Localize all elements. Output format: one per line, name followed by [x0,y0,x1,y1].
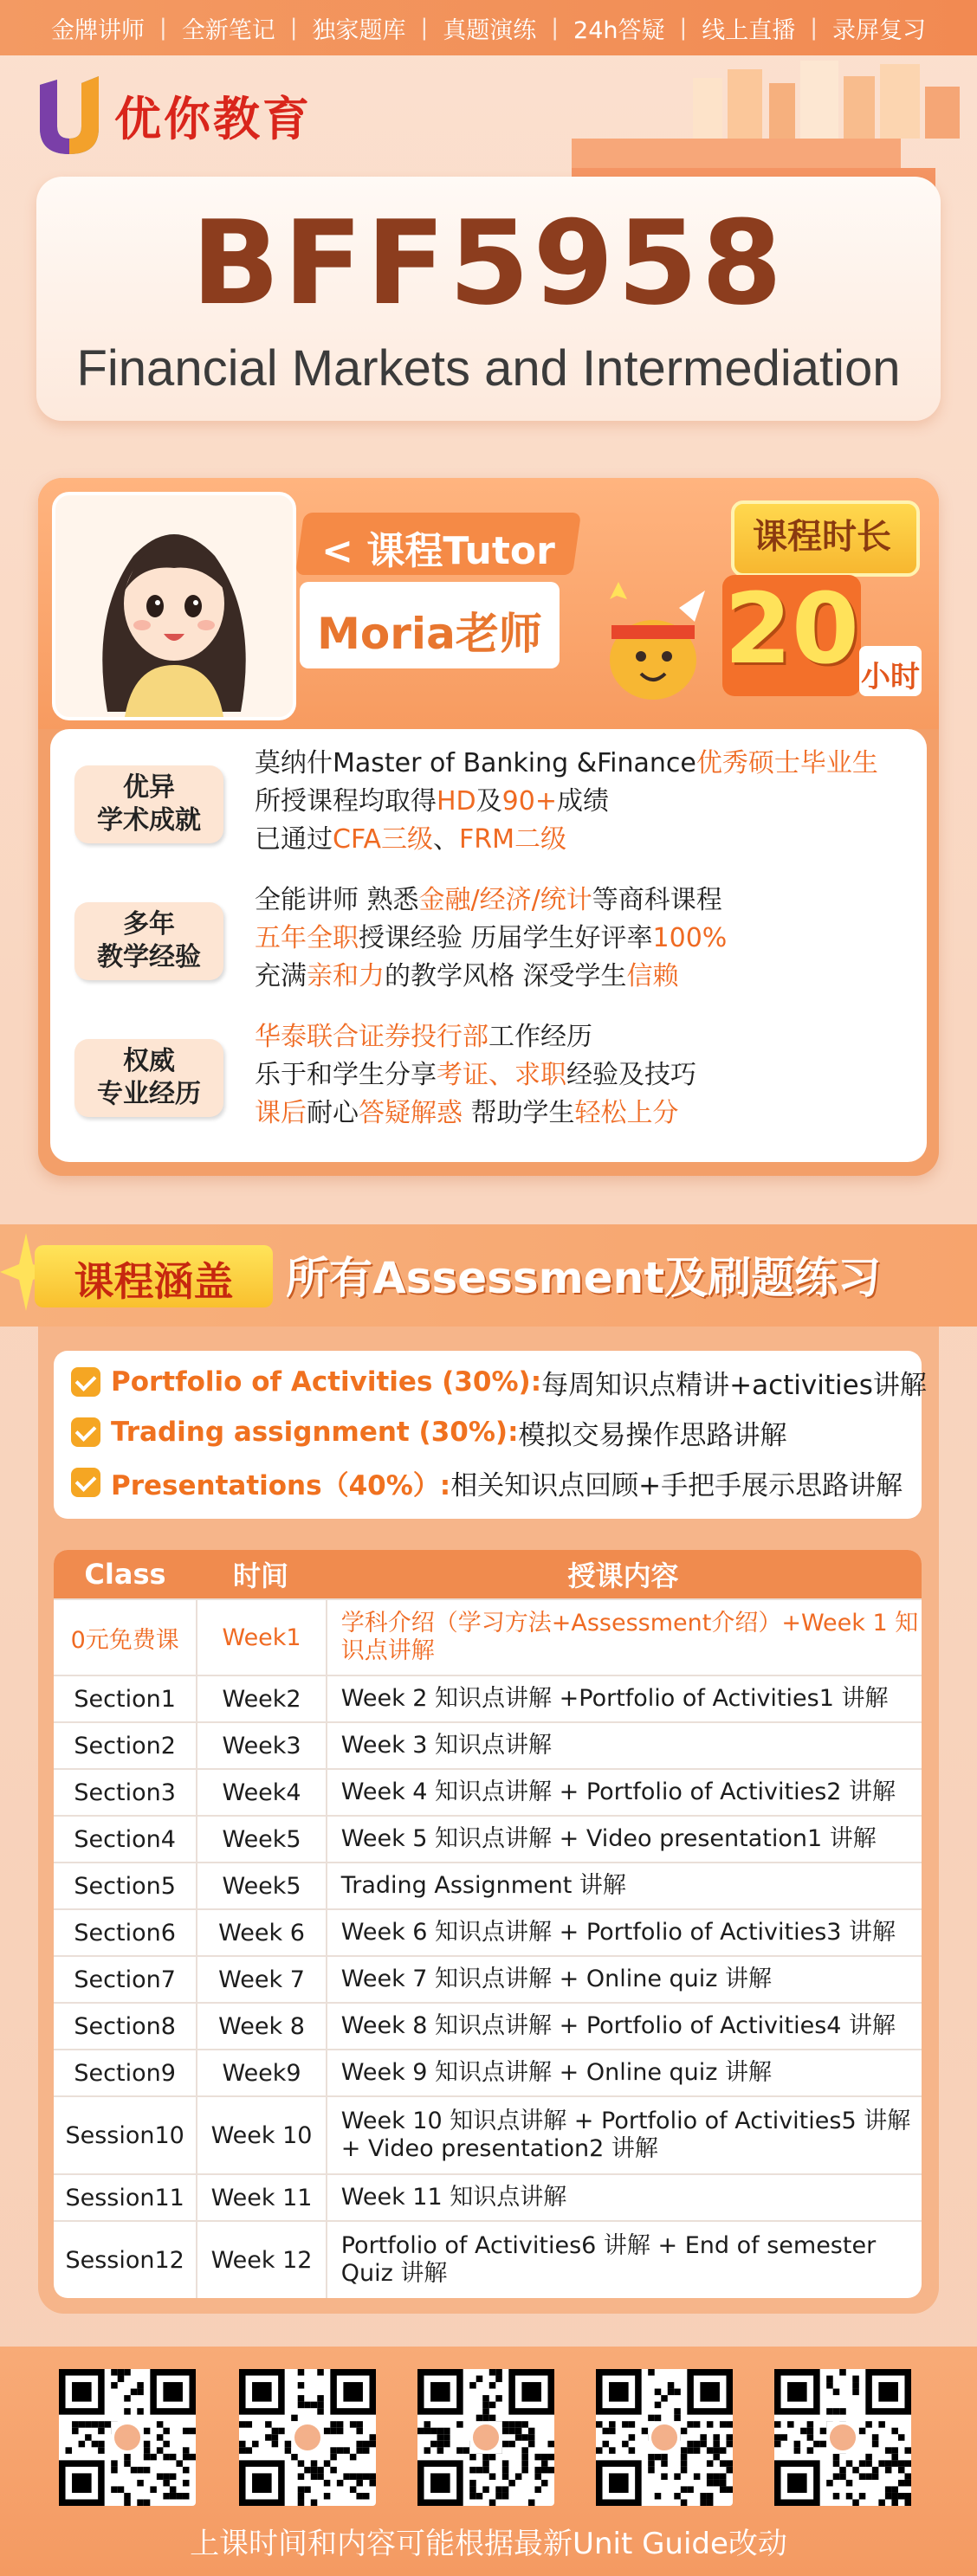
highlight-text: 考证、求职 [437,1060,566,1090]
tutor-name: Moria老师 [317,609,542,659]
line-text: 等商科课程 [592,885,722,915]
table-row [54,1815,922,1862]
checkbox-checked-icon [71,1367,100,1397]
qualification-line [255,1056,922,1094]
checkbox-checked-icon [71,1468,100,1497]
highlight-text: 答疑解惑 [359,1098,463,1128]
row-week: Week 12 [197,2222,327,2298]
assessment-item [71,1358,927,1406]
line-text: 授课经验 历届学生好评率 [359,923,653,953]
row-content: Week 5 知识点讲解 + Video presentation1 讲解 [340,1825,877,1852]
top-feature-bar [0,0,977,55]
row-class: Section5 [54,1863,197,1908]
course-name: Financial Markets and Intermediation [76,340,901,397]
row-class: Session10 [54,2097,197,2173]
qualification-badge [74,902,223,980]
row-week: Week5 [197,1863,327,1908]
line-text: 乐于和学生分享 [255,1060,437,1090]
line-text: 已通过 [255,824,333,855]
highlight-text: 五年全职 [255,923,359,953]
highlight-text: 信赖 [626,961,679,991]
qualification-badge-text: 多年 [123,909,175,939]
brand-logo [31,68,312,163]
row-content: Week 11 知识点讲解 [340,2184,567,2211]
assessment-list [54,1351,927,1519]
line-text: 充满 [255,961,307,991]
highlight-text: 金融/经济/统计 [418,885,592,915]
tutor-qualifications [50,729,927,1162]
row-class: Section3 [54,1770,197,1815]
table-row [54,1955,922,2002]
row-content: Portfolio of Activities6 讲解 + End of semester Quiz 讲解 [340,2232,877,2287]
topbar-separator: | [420,15,429,41]
qr-code-icon[interactable] [417,2369,554,2506]
highlight-text: HD [437,786,476,817]
qualification-lines [255,745,922,859]
qr-code-icon[interactable] [59,2369,196,2506]
row-week: Week 7 [197,1957,327,2002]
row-class: Section1 [54,1676,197,1721]
highlight-text: 亲和力 [307,961,385,991]
coverage-banner [0,1224,977,1327]
line-text: 耐心 [307,1098,359,1128]
qualification-block [50,881,927,1011]
table-row [54,2002,922,2049]
row-week: Week 10 [197,2097,327,2173]
tutor-header [38,478,939,729]
qualification-line [255,920,922,958]
topbar-separator: | [289,15,298,41]
qualification-badge-text: 专业经历 [97,1079,201,1109]
assessment-name: Presentations（40%）: [111,1469,451,1501]
coverage-title: 所有Assessment及刷题练习 [286,1253,882,1303]
table-row [54,1768,922,1815]
qr-code-icon[interactable] [239,2369,376,2506]
topbar-separator: | [159,15,167,41]
highlight-text: 课后 [255,1098,307,1128]
topbar-item: 金牌讲师 [50,16,145,44]
row-week: Week5 [197,1817,327,1862]
assessment-desc: 模拟交易操作思路讲解 [518,1419,787,1451]
qualification-badge [74,1039,223,1117]
highlight-text: 轻松上分 [574,1098,679,1128]
qualification-badge-text: 学术成就 [97,805,201,836]
coverage-label: 课程涵盖 [74,1258,234,1305]
duration-unit: 小时 [861,660,920,694]
qualification-line [255,1018,922,1056]
line-text: 全能讲师 熟悉 [255,885,419,915]
row-content: 学科介绍（学习方法+Assessment介绍）+Week 1 知识点讲解 [340,1610,919,1664]
row-week: Week 6 [197,1910,327,1955]
highlight-text: 100% [652,923,728,953]
row-class: 0元免费课 [54,1600,197,1675]
table-row [54,2173,922,2220]
checkbox-checked-icon [71,1417,100,1447]
course-duration [722,492,930,708]
row-content: Week 6 知识点讲解 + Portfolio of Activities3 讲解 [340,1919,896,1946]
duration-label: 课程时长 [753,517,891,557]
topbar-item: 录屏复习 [832,16,927,44]
line-text: 的教学风格 深受学生 [385,961,627,991]
qualification-line [255,745,922,783]
line-text: 成绩 [556,786,609,817]
assessment-item [71,1408,786,1456]
assessment-name: Portfolio of Activities (30%): [111,1366,542,1398]
tutor-tag-label: < 课程Tutor [321,529,555,573]
qualification-badge-text: 教学经验 [97,942,201,972]
row-content: Trading Assignment 讲解 [340,1872,626,1899]
table-row [54,2049,922,2095]
highlight-text: 优秀硕士毕业生 [696,748,878,778]
topbar-item: 真题演练 [443,16,537,44]
qualification-block [50,1018,927,1148]
row-class: Section8 [54,2004,197,2049]
row-week: Week 8 [197,2004,327,2049]
topbar-item: 24h答疑 [573,16,665,44]
row-week: Week9 [197,2050,327,2095]
line-text: 及 [476,786,502,817]
qualification-badge-text: 权威 [123,1046,175,1076]
assessment-desc: 每周知识点精讲+activities讲解 [541,1369,927,1401]
table-row [54,2220,922,2298]
row-content: Week 10 知识点讲解 + Portfolio of Activities5 讲解 + Video presentation2 讲解 [340,2108,911,2162]
row-class: Section9 [54,2050,197,2095]
course-title-card [36,177,941,421]
row-class: Section4 [54,1817,197,1862]
mascot-icon [592,573,714,712]
duration-value: 20 [724,573,859,686]
course-code: BFF5958 [191,196,786,331]
schedule-table [54,1550,922,2298]
qualification-lines [255,1018,922,1133]
qualification-badge [74,765,223,843]
highlight-text: 90+ [501,786,557,817]
row-class: Section6 [54,1910,197,1955]
footer-note: 上课时间和内容可能根据最新Unit Guide改动 [190,2527,787,2561]
row-class: Session12 [54,2222,197,2298]
row-content: Week 7 知识点讲解 + Online quiz 讲解 [340,1966,773,1992]
line-text: 所授课程均取得 [255,786,437,817]
line-text: 、 [432,824,459,855]
row-class: Section7 [54,1957,197,2002]
qualification-line [255,958,922,996]
row-week: Week4 [197,1770,327,1815]
topbar-separator: | [810,15,818,41]
qr-code-icon[interactable] [774,2369,911,2506]
tutor-panel [38,478,939,1176]
tutor-avatar [52,492,296,720]
row-week: Week3 [197,1723,327,1768]
brand-name: 优你教育 [114,90,312,146]
assessment-name: Trading assignment (30%): [111,1417,519,1448]
course-content-panel [38,1327,939,2314]
header-content: 授课内容 [567,1559,679,1592]
books-decoration-icon [520,61,977,190]
topbar-item: 全新笔记 [181,16,275,44]
qualification-badge-text: 优异 [123,772,175,803]
qualification-line [255,821,922,859]
line-text: 经验及技巧 [566,1060,696,1090]
qualification-line [255,881,922,920]
row-week: Week 11 [197,2175,327,2220]
table-row [54,1721,922,1768]
header-class: Class [84,1558,166,1591]
table-row [54,1908,922,1955]
highlight-text: 华泰联合证券投行部 [255,1022,488,1052]
highlight-text: FRM二级 [458,824,566,855]
highlight-text: CFA三级 [333,824,433,855]
table-row [54,1675,922,1721]
qualification-line [255,1094,922,1133]
row-content: Week 4 知识点讲解 + Portfolio of Activities2 讲解 [340,1779,896,1805]
row-content: Week 3 知识点讲解 [340,1732,553,1759]
table-row [54,1862,922,1908]
row-content: Week 8 知识点讲解 + Portfolio of Activities4 讲解 [340,2012,896,2039]
row-week: Week1 [197,1600,327,1675]
line-text: 工作经历 [488,1022,592,1052]
row-class: Session11 [54,2175,197,2220]
row-content: Week 9 知识点讲解 + Online quiz 讲解 [340,2059,773,2086]
topbar-separator: | [551,15,560,41]
line-text: 莫纳什Master of Banking &Finance [255,748,696,778]
assessment-desc: 相关知识点回顾+手把手展示思路讲解 [450,1469,903,1501]
coverage-label-box [35,1245,273,1307]
topbar-separator: | [679,15,688,41]
table-row [54,1598,922,1675]
assessment-item [71,1458,903,1507]
qualification-block [50,745,927,875]
qualification-line [255,783,922,821]
header-time: 时间 [232,1559,288,1592]
tutor-tag [300,513,577,686]
qualification-lines [255,881,922,996]
tutor-cartoon-icon [55,495,293,717]
row-content: Week 2 知识点讲解 +Portfolio of Activities1 讲解 [340,1685,889,1712]
topbar-item: 独家题库 [312,16,406,44]
schedule-header [54,1550,922,1598]
table-row [54,2095,922,2173]
line-text: 帮助学生 [463,1098,575,1128]
row-week: Week2 [197,1676,327,1721]
qr-code-icon[interactable] [596,2369,733,2506]
brand-u-mark-icon [31,68,107,163]
row-class: Section2 [54,1723,197,1768]
topbar-item: 线上直播 [702,16,796,44]
